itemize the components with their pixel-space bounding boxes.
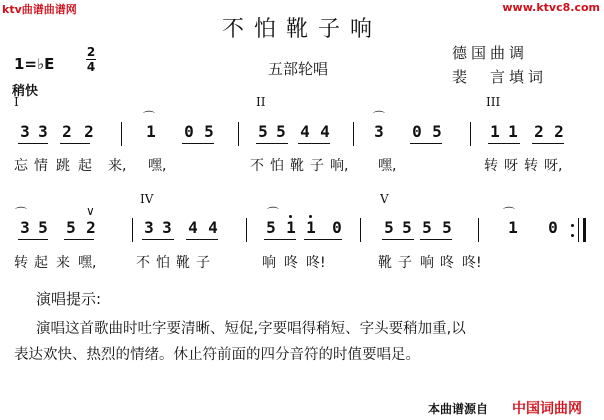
octave-dot — [309, 215, 312, 218]
tips-heading: 演唱提示: — [36, 290, 102, 308]
accent-icon: ∨ — [86, 204, 95, 218]
lyric-syllable: 响 — [262, 255, 276, 271]
octave-dot — [289, 215, 292, 218]
tempo-marking: 稍快 — [12, 84, 39, 99]
eighth-underline — [256, 143, 288, 144]
watermark-left: ktv曲谱曲谱网 — [2, 3, 77, 16]
score-note: 2 — [84, 122, 94, 141]
score-note: 5 — [402, 218, 412, 237]
barline — [132, 218, 133, 242]
eighth-underline — [420, 239, 452, 240]
lyric-syllable: 转 — [484, 158, 498, 174]
score-note: 1 — [508, 122, 518, 141]
fermata-icon: ⌒ — [372, 110, 385, 124]
score-note: 4 — [188, 218, 198, 237]
eighth-underline — [64, 239, 94, 240]
meter-top: 2 — [86, 45, 96, 59]
lyric-syllable: 响, — [330, 158, 349, 174]
section-marker-1: I — [14, 95, 19, 109]
score-note: 5 — [276, 122, 286, 141]
score-note: 1 — [490, 122, 500, 141]
barline — [360, 218, 361, 242]
lyric-syllable: 起 — [78, 158, 92, 174]
lyric-syllable: 靴 — [290, 158, 304, 174]
fermata-icon: ⌒ — [502, 206, 515, 220]
lyric-syllable: 咚! — [306, 255, 326, 271]
score-note: 5 — [66, 218, 76, 237]
lyric-syllable: 不 — [136, 255, 150, 271]
barline — [470, 122, 471, 146]
score-note: 1 — [306, 218, 316, 237]
lyric-syllable: 嘿, — [78, 255, 97, 271]
score-note: 4 — [300, 122, 310, 141]
lyric-syllable: 呀 — [504, 158, 518, 174]
barline — [478, 218, 479, 242]
score-note: 5 — [258, 122, 268, 141]
eighth-underline — [18, 143, 48, 144]
eighth-underline — [186, 239, 218, 240]
footer-label: 本曲谱源自 — [428, 402, 489, 416]
score-note: 5 — [422, 218, 432, 237]
eighth-underline — [60, 143, 90, 144]
tips-line-1: 演唱这首歌曲时吐字要清晰、短促,字要唱得稍短、字头要稍加重,以 — [36, 321, 466, 337]
score-note: 3 — [144, 218, 154, 237]
score-note: 0 — [548, 218, 558, 237]
lyric-syllable: 怕 — [156, 255, 170, 271]
lyric-syllable: 咚 — [284, 255, 298, 271]
score-note: 4 — [208, 218, 218, 237]
score-note: 1 — [146, 122, 156, 141]
score-note: 0 — [332, 218, 342, 237]
lyric-syllable: 情 — [34, 158, 48, 174]
lyric-syllable: 子 — [196, 255, 210, 271]
lyric-syllable: 转 — [524, 158, 538, 174]
eighth-underline — [382, 239, 414, 240]
lyric-syllable: 转 — [14, 255, 28, 271]
tips-line-2: 表达欢快、热烈的情绪。休止符前面的四分音符的时值要唱足。 — [14, 347, 420, 363]
subtitle: 五部轮唱 — [268, 60, 329, 78]
lyric-syllable: 子 — [310, 158, 324, 174]
section-marker-4: IV — [140, 192, 154, 206]
lyric-syllable: 来 — [56, 255, 70, 271]
barline — [238, 122, 239, 146]
repeat-barline-thick — [583, 218, 586, 242]
fermata-icon: ⌒ — [142, 110, 155, 124]
score-note: 3 — [374, 122, 384, 141]
repeat-barline-thin — [578, 218, 579, 242]
score-note: 2 — [86, 218, 96, 237]
eighth-underline — [488, 143, 520, 144]
score-note: 5 — [266, 218, 276, 237]
lyric-syllable: 响 — [420, 255, 434, 271]
barline — [246, 218, 247, 242]
score-note: 5 — [442, 218, 452, 237]
eighth-underline — [298, 143, 330, 144]
score-note: 1 — [508, 218, 518, 237]
lyric-syllable: 跳 — [56, 158, 70, 174]
lyric-syllable: 忘 — [14, 158, 28, 174]
song-title: 不怕靴子响 — [221, 17, 382, 42]
lyric-syllable: 嘿, — [378, 158, 397, 174]
lyricist-credit: 裴 言填词 — [452, 68, 548, 86]
composer-credit: 德国曲调 — [452, 44, 529, 62]
lyric-syllable: 起 — [34, 255, 48, 271]
score-note: 3 — [20, 122, 30, 141]
section-marker-5: V — [380, 192, 389, 206]
lyric-syllable: 来, — [108, 158, 127, 174]
lyric-syllable: 子 — [398, 255, 412, 271]
lyric-syllable: 咚 — [440, 255, 454, 271]
lyric-syllable: 靴 — [176, 255, 190, 271]
score-note: 5 — [432, 122, 442, 141]
eighth-underline — [304, 239, 342, 240]
eighth-underline — [264, 239, 296, 240]
meter-bottom: 4 — [86, 60, 96, 74]
section-marker-2: II — [256, 95, 266, 109]
score-note: 3 — [38, 122, 48, 141]
score-note: 0 — [412, 122, 422, 141]
score-note: 5 — [384, 218, 394, 237]
barline — [121, 122, 122, 146]
footer-site[interactable]: 中国词曲网 — [512, 401, 582, 417]
score-note: 2 — [534, 122, 544, 141]
lyric-syllable: 嘿, — [148, 158, 167, 174]
repeat-dot — [571, 234, 574, 237]
score-note: 5 — [204, 122, 214, 141]
score-note: 3 — [20, 218, 30, 237]
fermata-icon: ⌒ — [266, 206, 279, 220]
fermata-icon: ⌒ — [14, 206, 27, 220]
lyric-syllable: 怕 — [270, 158, 284, 174]
key-signature: 1=♭E — [14, 55, 55, 73]
watermark-right: www.ktvc8.com — [502, 1, 600, 14]
eighth-underline — [410, 143, 442, 144]
score-note: 3 — [162, 218, 172, 237]
score-note: 1 — [286, 218, 296, 237]
eighth-underline — [182, 143, 214, 144]
lyric-syllable: 呀, — [544, 158, 563, 174]
lyric-syllable: 不 — [250, 158, 264, 174]
time-signature — [86, 46, 96, 73]
repeat-dot — [571, 224, 574, 227]
eighth-underline — [532, 143, 564, 144]
barline — [353, 122, 354, 146]
section-marker-3: III — [486, 95, 501, 109]
lyric-syllable: 咚! — [462, 255, 482, 271]
score-note: 0 — [184, 122, 194, 141]
lyric-syllable: 靴 — [378, 255, 392, 271]
score-note: 5 — [38, 218, 48, 237]
tips-text — [14, 316, 596, 368]
score-note: 2 — [62, 122, 72, 141]
score-note: 2 — [554, 122, 564, 141]
score-note: 4 — [320, 122, 330, 141]
eighth-underline — [142, 239, 174, 240]
eighth-underline — [18, 239, 48, 240]
